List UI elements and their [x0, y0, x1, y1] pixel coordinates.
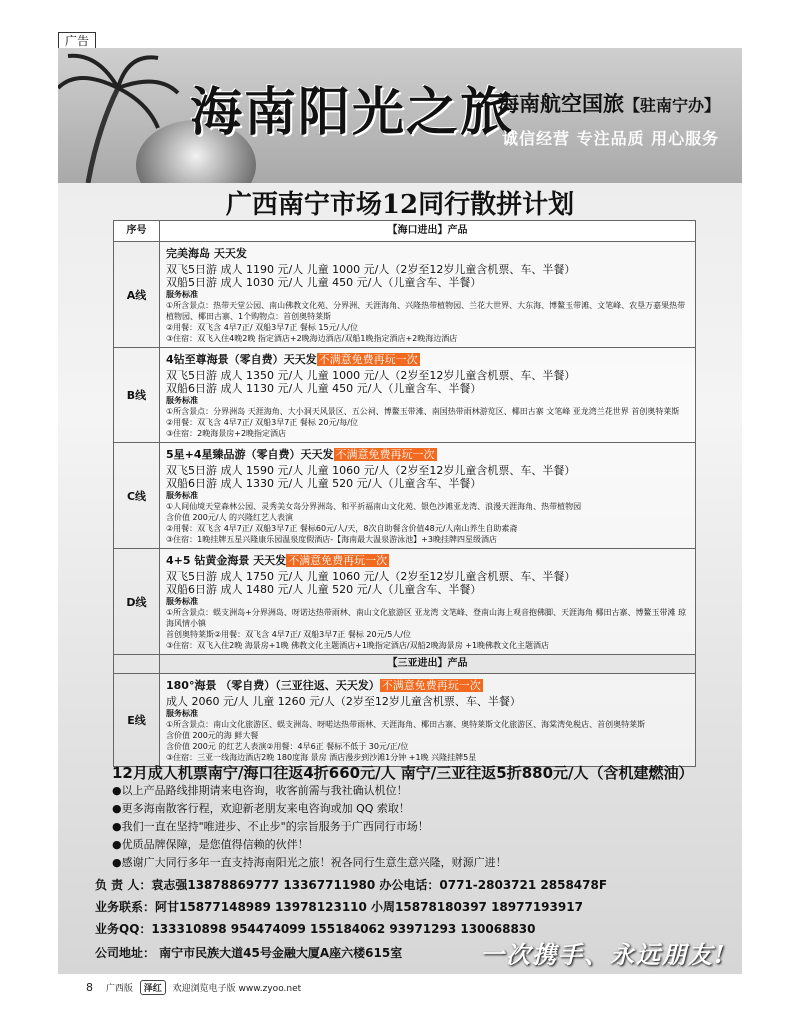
detail-line: 服务标准	[166, 491, 198, 500]
sanya-header-row	[114, 655, 696, 674]
detail-line: ③住宿：三亚一线海边酒店2晚 180度海 景房 酒店漫步到沙滩1分钟 +1晚 兴隆挂牌5星	[166, 753, 477, 762]
price-line: 双飞5日游 成人 1350 元/人 儿童 1000 元/人（2岁至12岁儿童含机票、车、半餐）	[166, 369, 576, 382]
detail-line: 服务标准	[166, 290, 198, 299]
org-name	[498, 88, 720, 118]
route-title: 4+5 钻黄金海景 天天发	[166, 554, 287, 567]
notice-list	[112, 782, 507, 872]
detail-line: ①所含景点：蜈支洲岛+分界洲岛、呀诺达热带雨林、南山文化旅游区 亚龙湾 文笔峰、登南山海上观音抱佛脚、天涯海角 椰田古寨、博鳌玉带滩 琼海风情小镇	[166, 608, 687, 628]
page-footer	[86, 980, 301, 995]
handwrite-slogan: 一次携手、永远朋友!	[480, 940, 727, 969]
org-label: 海南航空国旅	[498, 92, 624, 116]
price-line: 双飞5日游 成人 1750 元/人 儿童 1060 元/人（2岁至12岁儿童含机票、车、半餐）	[166, 570, 576, 583]
detail-line: ③住宿：双飞入住4晚2晚 指定酒店+2晚海边酒店/双船1晚指定酒店+2晚海边酒店	[166, 334, 458, 343]
sanya-spacer	[114, 655, 160, 674]
route-name	[166, 446, 689, 462]
route-title: 180°海景 （零自费）（三亚往返、天天发）	[166, 679, 380, 692]
route-name	[166, 677, 689, 693]
sanya-header: 【三亚进出】产品	[160, 655, 696, 674]
route-line-label: A线	[114, 242, 160, 348]
price-line: 双船6日游 成人 1130 元/人 儿童 450 元/人（儿童含车、半餐）	[166, 382, 482, 395]
route-name	[166, 351, 689, 367]
table-row	[114, 443, 696, 549]
list-item: ●更多海南散客行程，欢迎新老朋友来电咨询或加 QQ 索取！	[112, 802, 410, 815]
route-title: 完美海岛 天天发	[166, 247, 247, 260]
contact-line: 公司地址： 南宁市民族大道45号金融大厦A座六楼615室	[95, 946, 403, 960]
schedule-table	[113, 220, 696, 767]
detail-line: 含价值 200元/人 的兴隆红艺人表演	[166, 513, 294, 522]
table-header-row	[114, 221, 696, 242]
table-row	[114, 242, 696, 348]
guarantee-badge: 不满意免费再玩一次	[335, 448, 435, 461]
route-title: 4钻至尊海景（零自费）天天发	[166, 353, 317, 366]
detail-line: 服务标准	[166, 597, 198, 606]
price-line: 双飞5日游 成人 1590 元/人 儿童 1060 元/人（2岁至12岁儿童含机票、车、半餐）	[166, 464, 576, 477]
col-seq-header: 序号	[114, 221, 160, 242]
detail-line: ①人间仙境天堂森林公园、灵秀美女岛分界洲岛、和平祈福南山文化苑、银色沙滩亚龙湾、浪漫天涯海角、热带植物园	[166, 502, 582, 511]
promo-text: 12月成人机票南宁/海口往返4折660元/人 南宁/三亚往返5折880元/人（含机建燃油）	[112, 764, 694, 782]
guarantee-badge: 不满意免费再玩一次	[288, 554, 388, 567]
route-name	[166, 552, 689, 568]
page-title: 海南阳光之旅	[190, 83, 515, 143]
detail-line: 首创奥特莱斯②用餐：双飞含 4早7正/ 双船3早7正 餐标 20元/5人/位	[166, 630, 412, 639]
slogan: 诚信经营 专注品质 用心服务	[502, 129, 720, 148]
detail-line: ②用餐：双飞含 4早7正/ 双船3早7正 餐标 20元/每/位	[166, 418, 358, 427]
route-body	[160, 242, 696, 348]
guarantee-badge: 不满意免费再玩一次	[381, 679, 481, 692]
ad-tag: 广告	[58, 32, 96, 51]
price-line: 双飞5日游 成人 1190 元/人 儿童 1000 元/人（2岁至12岁儿童含机票、车、半餐）	[166, 263, 576, 276]
contact-line: 业务联系：阿甘15877148989 13978123110 小周15878180397 18977193917	[95, 900, 583, 914]
plan-title: 广西南宁市场12同行散拼计划	[225, 190, 575, 220]
detail-line: ①所含景点：热带天堂公园、南山佛教文化苑、分界洲、天涯海角、兴隆热带植物园、兰花大世界、大东海、博鳌玉带滩、文笔峰、农垦万嘉果热带植物园、椰田古寨、1个购物点：首创奥特莱斯	[166, 301, 686, 321]
contact-line: 业务QQ：133310898 954474099 155184062 93971293 130068830	[95, 922, 536, 936]
detail-line: ①所含景点：南山文化旅游区、蜈支洲岛、呀喏达热带雨林、天涯海角、椰田古寨、奥特莱斯文化旅游区、海棠湾免税店、首创奥特莱斯	[166, 720, 646, 729]
price-line: 双船6日游 成人 1480 元/人 儿童 520 元/人（儿童含车、半餐）	[166, 583, 482, 596]
list-item: ●我们一直在坚持"唯进步、不止步"的宗旨服务于广西同行市场！	[112, 820, 429, 833]
route-body	[160, 348, 696, 443]
route-body	[160, 549, 696, 655]
price-line: 双船5日游 成人 1030 元/人 儿童 450 元/人（儿童含车、半餐）	[166, 276, 482, 289]
route-title: 5星+4星臻品游（零自费）天天发	[166, 448, 334, 461]
route-body	[160, 674, 696, 767]
footer-link[interactable]: 欢迎浏览电子版 www.zyoo.net	[172, 984, 302, 994]
route-line-label: C线	[114, 443, 160, 549]
detail-line: 含价值 200元 的红艺人表演②用餐：4早6正 餐标不低于 30元/正/位	[166, 742, 409, 751]
table-row	[114, 549, 696, 655]
detail-line: 服务标准	[166, 709, 198, 718]
table-row	[114, 348, 696, 443]
detail-line: 服务标准	[166, 396, 198, 405]
route-line-label: E线	[114, 674, 160, 767]
detail-line: ②用餐：双飞含 4早7正/ 双船3早7正 餐标60元/人/天，8次自助餐含价值48元/人南山养生自助素斋	[166, 524, 518, 533]
route-body	[160, 443, 696, 549]
route-name	[166, 245, 689, 261]
detail-line: 含价值 200元的海 鲜大餐	[166, 731, 259, 740]
contact-line: 负 责 人：袁志强13878869777 13367711980 办公电话：0771-2803721 2858478F	[95, 878, 608, 892]
list-item: ●优质品牌保障，是您值得信赖的伙伴！	[112, 838, 309, 851]
haikou-header: 【海口进出】产品	[160, 221, 696, 242]
detail-line: ①所含景点：分界洲岛 天涯海角、大小洞天风景区、五公祠、博鳌玉带滩、南国热带雨林游览区、椰田古寨 文笔峰 亚龙湾兰花世界 首创奥特莱斯	[166, 407, 680, 416]
list-item: ●以上产品路线排期请来电咨询，收客前需与我社确认机位！	[112, 784, 408, 797]
guarantee-badge: 不满意免费再玩一次	[318, 353, 418, 366]
price-line: 双船6日游 成人 1330 元/人 儿童 520 元/人（儿童含车、半餐）	[166, 477, 482, 490]
magazine-logo: 泽红	[140, 980, 166, 995]
detail-line: ③住宿：2晚海景房+2晚指定酒店	[166, 429, 287, 438]
detail-line: ③住宿：双飞入住2晚 海景房+1晚 佛教文化主题酒店+1晚指定酒店/双船2晚海景房 +1晚佛教文化主题酒店	[166, 641, 550, 650]
price-line: 成人 2060 元/人 儿童 1260 元/人（2岁至12岁儿童含机票、车、半餐）	[166, 695, 521, 708]
route-line-label: B线	[114, 348, 160, 443]
org-branch: 【驻南宁办】	[624, 96, 721, 115]
magazine-name: 广西版	[105, 984, 133, 994]
table-row	[114, 674, 696, 767]
page-number: 8	[86, 981, 93, 994]
route-line-label: D线	[114, 549, 160, 655]
detail-line: ②用餐：双飞含 4早7正/ 双船3早7正 餐标 15元/人/位	[166, 323, 358, 332]
list-item: ●感谢广大同行多年一直支持海南阳光之旅！祝各同行生意生意兴隆，财源广进！	[112, 856, 507, 869]
detail-line: ③住宿：1晚挂牌五星兴隆康乐园温泉度假酒店-【海南最大温泉游泳池】+3晚挂牌四星级酒店	[166, 535, 497, 544]
